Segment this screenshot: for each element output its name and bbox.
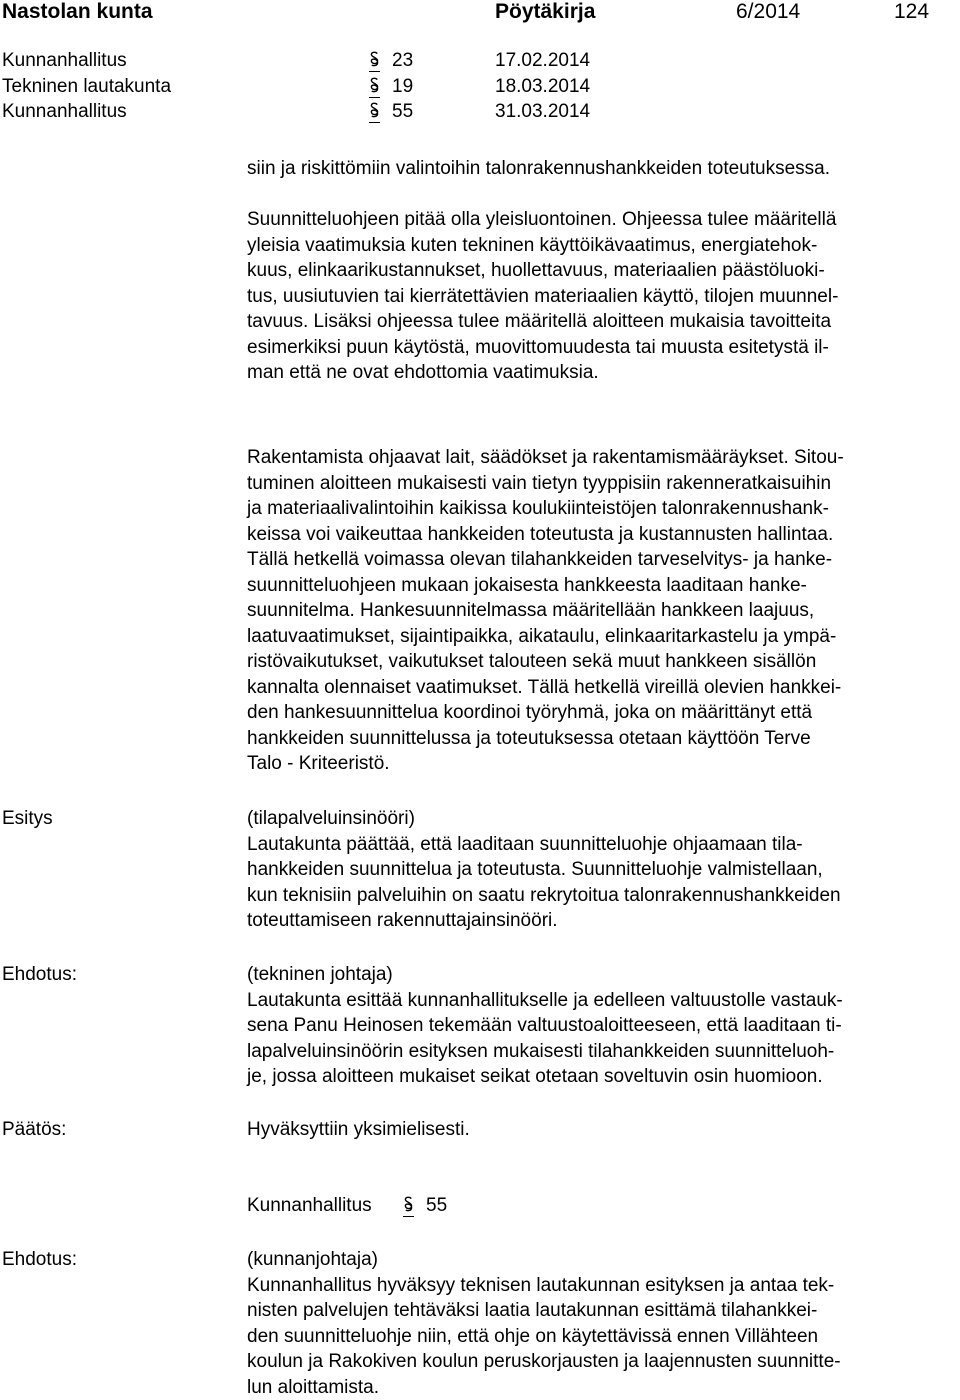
section-sign-icon (369, 76, 380, 98)
esitys-text (247, 806, 841, 934)
meta-body: Kunnanhallitus (2, 99, 127, 125)
meta-date: 17.02.2014 (495, 48, 590, 74)
text-line: Hyväksyttiin yksimielisesti. (247, 1117, 470, 1143)
text-line: den suunnitteluohje niin, että ohje on käytettävissä ennen Villähteen (247, 1324, 841, 1350)
paragraph (247, 445, 844, 547)
document-type: Pöytäkirja (495, 0, 595, 24)
esitys-label: Esitys (2, 806, 53, 832)
text-line: je, jossa aloitteen mukaiset seikat otetaan soveltuvin osin huomioon. (247, 1064, 843, 1090)
ehdotus-label: Ehdotus: (2, 962, 77, 988)
text-line: kannalta olennaiset vaatimukset. Tällä hetkellä vireillä olevien hankkei- (247, 675, 841, 701)
text-line: kuus, elinkaarikustannukset, huollettavuus, materiaalien päästöluoki- (247, 258, 838, 284)
text-line: toteuttamiseen rakennuttajainsinööri. (247, 908, 841, 934)
paragraph (247, 156, 830, 182)
municipality-name: Nastolan kunta (2, 0, 153, 24)
text-line: hankkeiden suunnittelussa ja toteutuksessa otetaan käyttöön Terve (247, 726, 841, 752)
section-sign-icon (369, 101, 380, 123)
text-line: ristövaikutukset, vaikutukset talouteen sekä muut hankkeen sisällön (247, 649, 841, 675)
meta-date: 31.03.2014 (495, 99, 590, 125)
meta-section-no: 23 (392, 48, 413, 74)
text-line: tavuus. Lisäksi ohjeessa tulee määritellä aloitteen mukaisia tavoitteita (247, 309, 838, 335)
text-line: yleisia vaatimuksia kuten tekninen käyttöikävaatimus, energiatehok- (247, 233, 838, 259)
text-line: Lautakunta esittää kunnanhallitukselle ja edelleen valtuustolle vastauk- (247, 988, 843, 1014)
text-line: laatuvaatimukset, sijaintipaikka, aikataulu, elinkaaritarkastelu ja ympä- (247, 624, 841, 650)
text-line: lun aloittamista. (247, 1375, 841, 1400)
paragraph (247, 207, 838, 386)
text-line: Kunnanhallitus hyväksyy teknisen lautakunnan esityksen ja antaa tek- (247, 1273, 841, 1299)
issue-number: 6/2014 (736, 0, 800, 24)
text-line: Tällä hetkellä voimassa olevan tilahankkeiden tarveselvitys- ja hanke- (247, 547, 841, 573)
ehdotus-label: Ehdotus: (2, 1247, 77, 1273)
text-line: suunnitteluohjeen mukaan jokaisesta hankkeesta laaditaan hanke- (247, 573, 841, 599)
text-line: siin ja riskittömiin valintoihin talonrakennushankkeiden toteutuksessa. (247, 156, 830, 182)
section-sign-icon (369, 50, 380, 72)
text-line: (tekninen johtaja) (247, 962, 843, 988)
text-line: lapalveluinsinöörin esityksen mukaisesti tilahankkeiden suunnitteluoh- (247, 1039, 843, 1065)
page-number: 124 (894, 0, 929, 24)
ehdotus-text (247, 962, 843, 1090)
text-line: hankkeiden suunnittelua ja toteutusta. Suunnitteluohje valmistellaan, (247, 857, 841, 883)
text-line: (kunnanjohtaja) (247, 1247, 841, 1273)
kh-section-no: 55 (426, 1193, 447, 1219)
section-sign-icon (403, 1195, 414, 1217)
paragraph (247, 547, 841, 777)
text-line: kun teknisiin palveluihin on saatu rekrytoitua talonrakennushankkeiden (247, 883, 841, 909)
text-line: nisten palvelujen tehtäväksi laatia lautakunnan esittämä tilahankkei- (247, 1298, 841, 1324)
meta-body: Tekninen lautakunta (2, 74, 171, 100)
text-line: den hankesuunnittelua koordinoi työryhmä, joka on määrittänyt että (247, 700, 841, 726)
text-line: Talo - Kriteeristö. (247, 751, 841, 777)
text-line: tus, uusiutuvien tai kierrätettävien materiaalien käyttö, tilojen muunnel- (247, 284, 838, 310)
meta-body: Kunnanhallitus (2, 48, 127, 74)
text-line: Lautakunta päättää, että laaditaan suunnitteluohje ohjaamaan tila- (247, 832, 841, 858)
ehdotus-text (247, 1247, 841, 1400)
kh-section-body: Kunnanhallitus (247, 1193, 372, 1219)
text-line: tuminen aloitteen mukaisesti vain tietyn tyyppisiin rakenneratkaisuihin (247, 471, 844, 497)
text-line: ja materiaalivalintoihin kaikissa koulukiinteistöjen talonrakennushank- (247, 496, 844, 522)
text-line: (tilapalveluinsinööri) (247, 806, 841, 832)
text-line: esimerkiksi puun käytöstä, muovittomuudesta tai muusta esitetystä il- (247, 335, 838, 361)
meta-section-no: 19 (392, 74, 413, 100)
text-line: man että ne ovat ehdottomia vaatimuksia. (247, 360, 838, 386)
text-line: koulun ja Rakokiven koulun peruskorjausten ja laajennusten suunnitte- (247, 1349, 841, 1375)
meta-date: 18.03.2014 (495, 74, 590, 100)
text-line: Suunnitteluohjeen pitää olla yleisluontoinen. Ohjeessa tulee määritellä (247, 207, 838, 233)
paatos-label: Päätös: (2, 1117, 66, 1143)
text-line: keissa voi vaikeuttaa hankkeiden toteutusta ja kustannusten hallintaa. (247, 522, 844, 548)
paatos-text (247, 1117, 470, 1143)
text-line: sena Panu Heinosen tekemään valtuustoaloitteeseen, että laaditaan ti- (247, 1013, 843, 1039)
text-line: Rakentamista ohjaavat lait, säädökset ja rakentamismääräykset. Sitou- (247, 445, 844, 471)
text-line: suunnitelma. Hankesuunnitelmassa määritellään hankkeen laajuus, (247, 598, 841, 624)
meta-section-no: 55 (392, 99, 413, 125)
